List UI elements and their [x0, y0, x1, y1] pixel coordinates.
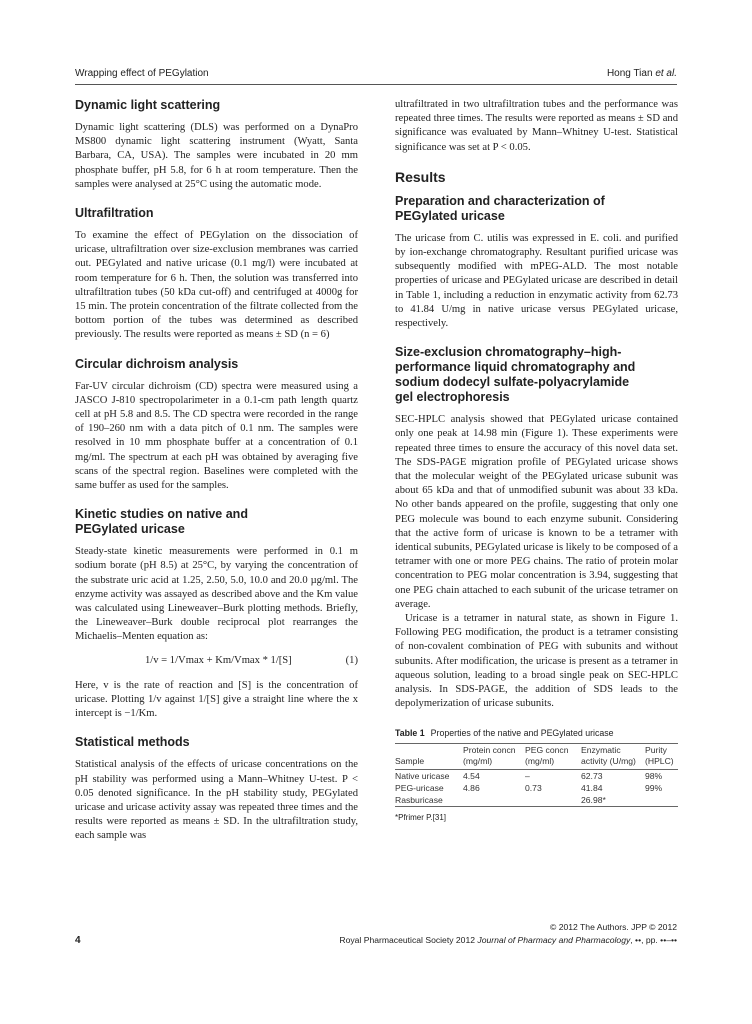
- paragraph-kinetic-2: Here, v is the rate of reaction and [S] is the concentration of uricase. Plotting 1/v against 1/[S] give a straight line where the x intercept is −1/Km.: [75, 679, 358, 720]
- column-header: Purity (HPLC): [645, 744, 674, 766]
- table-row: [395, 769, 678, 782]
- paragraph-ultrafiltration: To examine the effect of PEGylation on the dissociation of uricase, ultrafiltration over size-exclusion membranes was carried out. PEGylated and native uricase (0.1 mg/l) were incubated at room temperature for 6 h. Then, the solution was transferred into ultrafiltration tubes (50 kDa cut-off) and centrifuged at 4000g for 15 min. The protein concentration of the filtrate collected from the bottom portion of the tubes was determined as described previously. The results were reported as means ± SD (n = 6): [75, 230, 358, 341]
- table-footnote: *Pfrimer P.[31]: [395, 812, 446, 822]
- table-cell: [525, 794, 581, 807]
- table-cell: 0.73: [525, 782, 542, 793]
- column-header: Protein concn (mg/ml): [463, 744, 516, 766]
- page-number: 4: [75, 935, 81, 946]
- running-head-authors: [607, 68, 677, 79]
- running-head-title: Wrapping effect of PEGylation: [75, 68, 209, 79]
- table-caption: Properties of the native and PEGylated uricase: [430, 727, 614, 738]
- results-heading: Results: [395, 168, 446, 185]
- footer-journal-line: [75, 935, 677, 945]
- heading-line: sodium dodecyl sulfate-polyacrylamide: [395, 375, 630, 390]
- table-cell: 62.73: [581, 770, 603, 781]
- table-cell: 4.86: [463, 782, 480, 793]
- table-title: [395, 728, 678, 738]
- paragraph-sec-hplc: SEC-HPLC analysis showed that PEGylated uricase contained only one peak at 14.98 min (Figure 1). These experiments were repeated three times to ensure the accuracy of this novel data set. The SDS-PAGE migration profile of PEGylated uricase shows that the molecular weight of the PEGylated uricase subunit was about 65 kDa and that of unmodified subunit was about 33 kDa. No other bands appeared on the profile, suggesting that only one PEG molecule was bound to each enzyme subunit. Considering that the active form of uricase is known to be a tetramer with identical subunits, PEGylated uricase is likely to be composed of a tetramer with one or more PEG chains. The ratio of protein molar concentration to PEG molar concentration is 3.94, suggesting that one PEG chain attached to each subunit of the uricase tetramer on average.: [395, 414, 678, 610]
- column-header: Enzymatic activity (U/mg): [581, 744, 636, 766]
- column-header: Sample: [395, 755, 425, 766]
- left-column: [75, 98, 358, 844]
- heading-line: Size-exclusion chromatography–high-: [395, 345, 622, 360]
- right-column: [395, 98, 678, 822]
- table-cell: Rasburicase: [395, 794, 443, 805]
- table-row: [395, 794, 678, 807]
- table-cell: 4.54: [463, 770, 480, 781]
- table-row: [395, 782, 678, 794]
- table-cell: 98%: [645, 770, 663, 781]
- heading-line: PEGylated uricase: [75, 522, 185, 537]
- heading-line: gel electrophoresis: [395, 390, 510, 405]
- table-cell: –: [525, 770, 530, 781]
- equation-lineweaver-burk: [75, 655, 358, 671]
- heading-line: Kinetic studies on native and: [75, 507, 248, 522]
- paragraph-continuation: ultrafiltrated in two ultrafiltration tubes and the performance was repeated three times. The results were reported as means ± SD and significance was evaluated by Mann–Whitney U-test. Statistical significance was set at P < 0.05.: [395, 99, 678, 153]
- properties-table: [395, 743, 678, 807]
- table-cell: [463, 794, 525, 807]
- table-cell: PEG-uricase: [395, 782, 444, 793]
- heading-line: PEGylated uricase: [395, 208, 505, 223]
- section-heading-kinetic: [75, 507, 358, 537]
- section-heading-cd: Circular dichroism analysis: [75, 356, 239, 371]
- running-head: [75, 68, 677, 85]
- table-cell: Native uricase: [395, 770, 450, 781]
- paragraph-dls: Dynamic light scattering (DLS) was performed on a DynaPro MS800 dynamic light scattering instrument (Wyatt, Santa Barbara, CA, USA). The samples were incubated in 20 mm phosphate buffer, pH 5.8, for 6 h at room temperature. Then the samples were analysed at 25°C using the automatic mode.: [75, 122, 358, 190]
- paragraph-kinetic: Steady-state kinetic measurements were performed in 0.1 m sodium borate (pH 8.5) at 25°C, by varying the concentration of the substrate uric acid at 1.25, 2.50, 5.0, 10.0 and 20.0 µg/ml. The enzyme activity was assayed as described above and the Km value was calculated using Lineweaver–Burk plotting methods. Briefly, the Lineweaver–Burk double reciprocal plot rearranges the Michaelis–Menten equation as:: [75, 546, 358, 643]
- section-heading-sec-hplc: [395, 345, 678, 405]
- equation-number: (1): [345, 654, 358, 666]
- paragraph-stats: Statistical analysis of the effects of uricase concentrations on the pH stability was performed using a Mann–Whitney U-test. P < 0.05 denoted significance. In the pH stability study, PEGylated uricase and uricase activity assay was repeated three times and the results were reported as means ± SD. In the ultrafiltration study, each sample was: [75, 759, 358, 842]
- heading-line: Preparation and characterization of: [395, 193, 605, 208]
- table-cell: 26.98*: [581, 794, 606, 805]
- paragraph-preparation: The uricase from C. utilis was expressed in E. coli. and purified by ion-exchange chromatography. Resultant purified uricase was subsequently modified with mPEG-ALD. The most notable properties of uricase and PEGylated uricase are described in detail in Table 1, including a reduction in enzymatic activity from 62.73 to 41.84 U/mg in native uricase versus PEGylated uricase, respectively.: [395, 232, 678, 330]
- table-cell: 99%: [645, 782, 663, 793]
- section-heading-preparation: [395, 194, 678, 224]
- paragraph-sec-hplc-2: Uricase is a tetramer in natural state, as shown in Figure 1. Following PEG modification, the product is a tetramer consisting of non-covalent combination of PEG with subunits and without subunits. After modification, the uricase is present as a tetramer in aqueous solution, leading to a broad single peak on SEC-HPLC analysis. In SDS-PAGE, the addition of SDS leads to the depolymerization of uricase subunits.: [395, 613, 678, 710]
- equation-text: 1/v = 1/Vmax + Km/Vmax * 1/[S]: [145, 654, 292, 666]
- section-heading-dls: Dynamic light scattering: [75, 98, 221, 112]
- heading-line: performance liquid chromatography and: [395, 360, 636, 375]
- footer-society: Royal Pharmaceutical Society 2012: [339, 935, 478, 945]
- table-header-row: [395, 743, 678, 769]
- table-cell: [645, 794, 678, 807]
- et-al: et al.: [655, 68, 677, 79]
- footer-pages: , ••, pp. ••–••: [630, 935, 677, 945]
- paragraph-cd: Far-UV circular dichroism (CD) spectra were measured using a JASCO J-810 spectropolarimeter in a 0.1-cm path length quartz cell at pH 5.8 and 8.5. The CD spectra were recorded in the range of 190–260 nm with a data pitch of 0.1 nm. The samples were resolved in 10 mm phosphate buffer at a concentration of 0.1 mg/ml. The spectrum at each pH was obtained by averaging five scans of the spectral region. Baselines were completed with the same buffer as used for the samples.: [75, 380, 358, 492]
- footer-journal-name: Journal of Pharmacy and Pharmacology: [477, 935, 631, 945]
- author-name: Hong Tian: [606, 68, 656, 79]
- table-label: Table 1: [395, 727, 425, 738]
- section-heading-stats: Statistical methods: [75, 735, 190, 750]
- footer-copyright: © 2012 The Authors. JPP © 2012: [549, 922, 677, 932]
- column-header: PEG concn (mg/ml): [525, 744, 569, 766]
- section-heading-ultrafiltration: Ultrafiltration: [75, 206, 154, 221]
- table-cell: 41.84: [581, 782, 603, 793]
